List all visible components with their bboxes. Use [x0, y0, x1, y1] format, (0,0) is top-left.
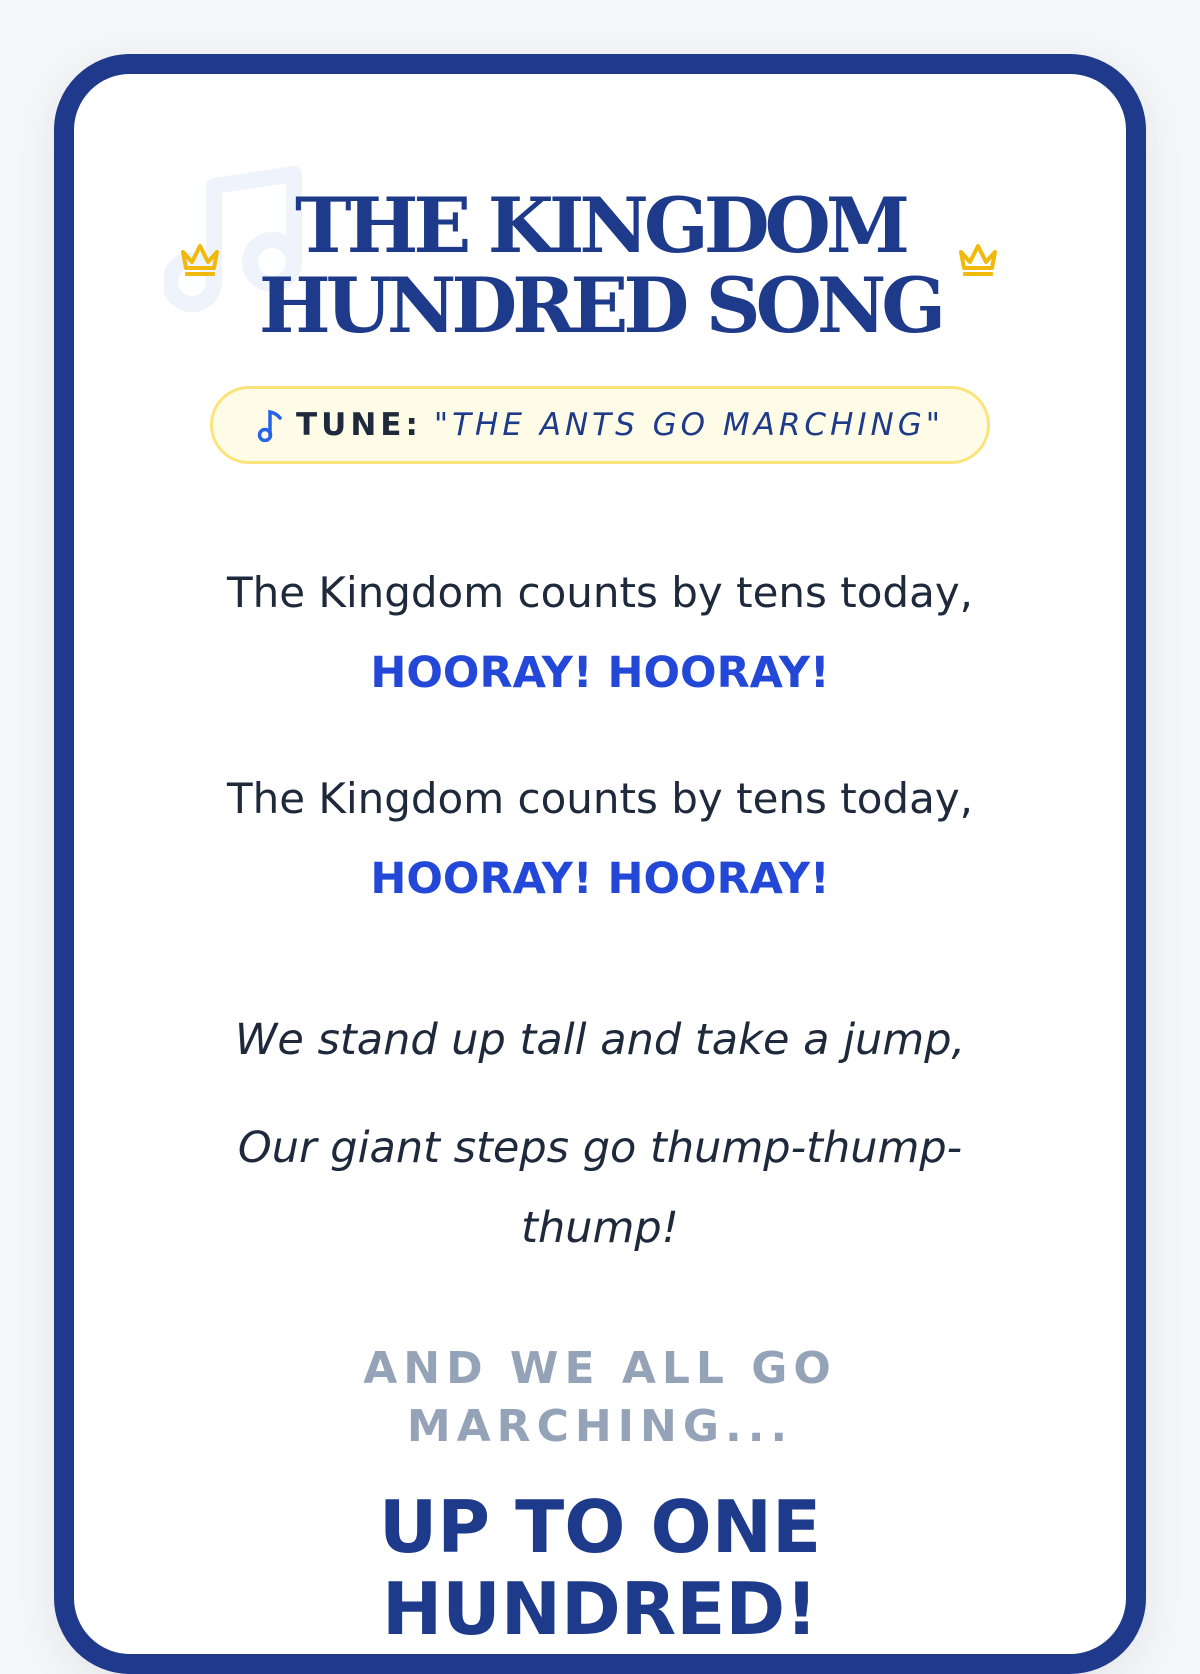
tune-badge	[210, 386, 990, 464]
music-note-icon	[256, 408, 284, 442]
tune-label: TUNE:	[296, 407, 422, 443]
song-card	[54, 54, 1146, 1674]
lyric-shout: HOORAY! HOORAY!	[370, 854, 830, 904]
song-title	[74, 181, 1126, 350]
tune-name: "THE ANTS GO MARCHING"	[433, 407, 944, 443]
lyric-line: We stand up tall and take a jump,	[234, 1015, 966, 1065]
chorus-lead: AND WE ALL GO MARCHING...	[363, 1343, 837, 1452]
lyric-line: Our giant steps go thump-thump-thump!	[237, 1123, 963, 1253]
song-title-line-1: THE KINGDOM	[295, 181, 905, 270]
chorus-finale: UP TO ONE HUNDRED!	[378, 1485, 822, 1651]
lyric-line: The Kingdom counts by tens today,	[226, 568, 974, 617]
lyrics	[74, 564, 1126, 1650]
song-title-line-2: HUNDRED SONG	[258, 261, 942, 350]
lyric-shout: HOORAY! HOORAY!	[370, 648, 830, 698]
lyric-line: The Kingdom counts by tens today,	[226, 774, 974, 823]
